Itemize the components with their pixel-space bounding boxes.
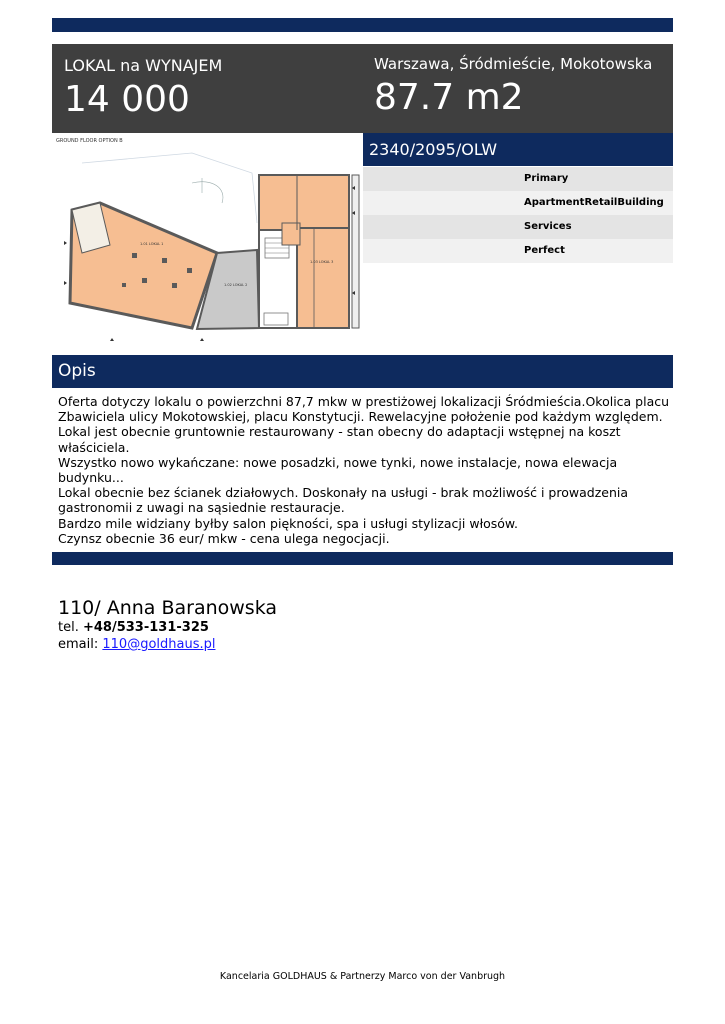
listing-header — [52, 44, 673, 133]
description-line: Zbawiciela ulicy Mokotowskiej, placu Konstytucji. Rewelacyjne położenie pod każdym względem. — [58, 409, 663, 425]
unit-label-1: 1.01 LOKAL 1 — [140, 242, 164, 246]
price: 14 000 — [64, 79, 190, 120]
description-line: gastronomii z uwagi na sąsiednie restauracje. — [58, 500, 345, 516]
reference-number: 2340/2095/OLW — [363, 133, 673, 166]
agent-name: 110/ Anna Baranowska — [58, 597, 278, 619]
description-line: Oferta dotyczy lokalu o powierzchni 87,7 mkw w prestiżowej lokalizacji Śródmieścia.Okolica placu — [58, 394, 670, 409]
description-line: Wszystko nowo wykańczane: nowe posadzki, nowe tynki, nowe instalacje, nowa elewacja — [58, 454, 618, 470]
description-text — [58, 394, 670, 546]
attribute-market: Primary — [363, 167, 673, 191]
attribute-usage: Services — [363, 215, 673, 239]
description-line: właściciela. — [58, 439, 130, 455]
footer-text: Kancelaria GOLDHAUS & Partnerzy Marco von der Vanbrugh — [219, 971, 506, 982]
phone-number: +48/533-131-325 — [82, 620, 209, 635]
attribute-building-type: ApartmentRetailBuilding — [363, 191, 673, 215]
floor-plan-image — [52, 133, 361, 345]
header-left — [64, 56, 222, 122]
floor-plan-title: GROUND FLOOR OPTION B — [56, 138, 123, 144]
agent-phone-row — [58, 619, 277, 636]
description-heading: Opis — [52, 355, 673, 388]
description-line: Lokal obecnie bez ścianek działowych. Doskonały na usługi - brak możliwość i prowadzenia — [58, 485, 629, 501]
description-line: Lokal jest obecnie gruntownie restaurowany - stan obecny do adaptacji wstępnej na koszt — [58, 424, 621, 440]
offer-type: LOKAL na WYNAJEM — [64, 56, 223, 75]
description-line: Czynsz obecnie 36 eur/ mkw - cena ulega negocjacji. — [58, 530, 390, 546]
area: 87.7 m2 — [374, 77, 524, 118]
top-banner-bar — [52, 18, 673, 32]
attribute-condition: Perfect — [363, 239, 673, 263]
email-link[interactable]: 110@goldhaus.pl — [102, 637, 216, 652]
bottom-banner-bar — [52, 552, 673, 565]
description-line: budynku... — [58, 470, 124, 486]
email-label: email: — [58, 637, 103, 652]
attributes-list — [363, 167, 673, 263]
unit-label-2: 1.02 LOKAL 2 — [224, 283, 248, 287]
unit-label-3: 1.03 LOKAL 3 — [310, 260, 334, 264]
phone-label: tel. — [58, 620, 83, 635]
description-line: Bardzo mile widziany byłby salon piękności, spa i usługi stylizacji włosów. — [58, 515, 518, 531]
agent-contact — [58, 597, 277, 653]
agent-email-row — [58, 636, 277, 653]
location: Warszawa, Śródmieście, Mokotowska — [374, 55, 653, 73]
header-right — [374, 54, 652, 120]
